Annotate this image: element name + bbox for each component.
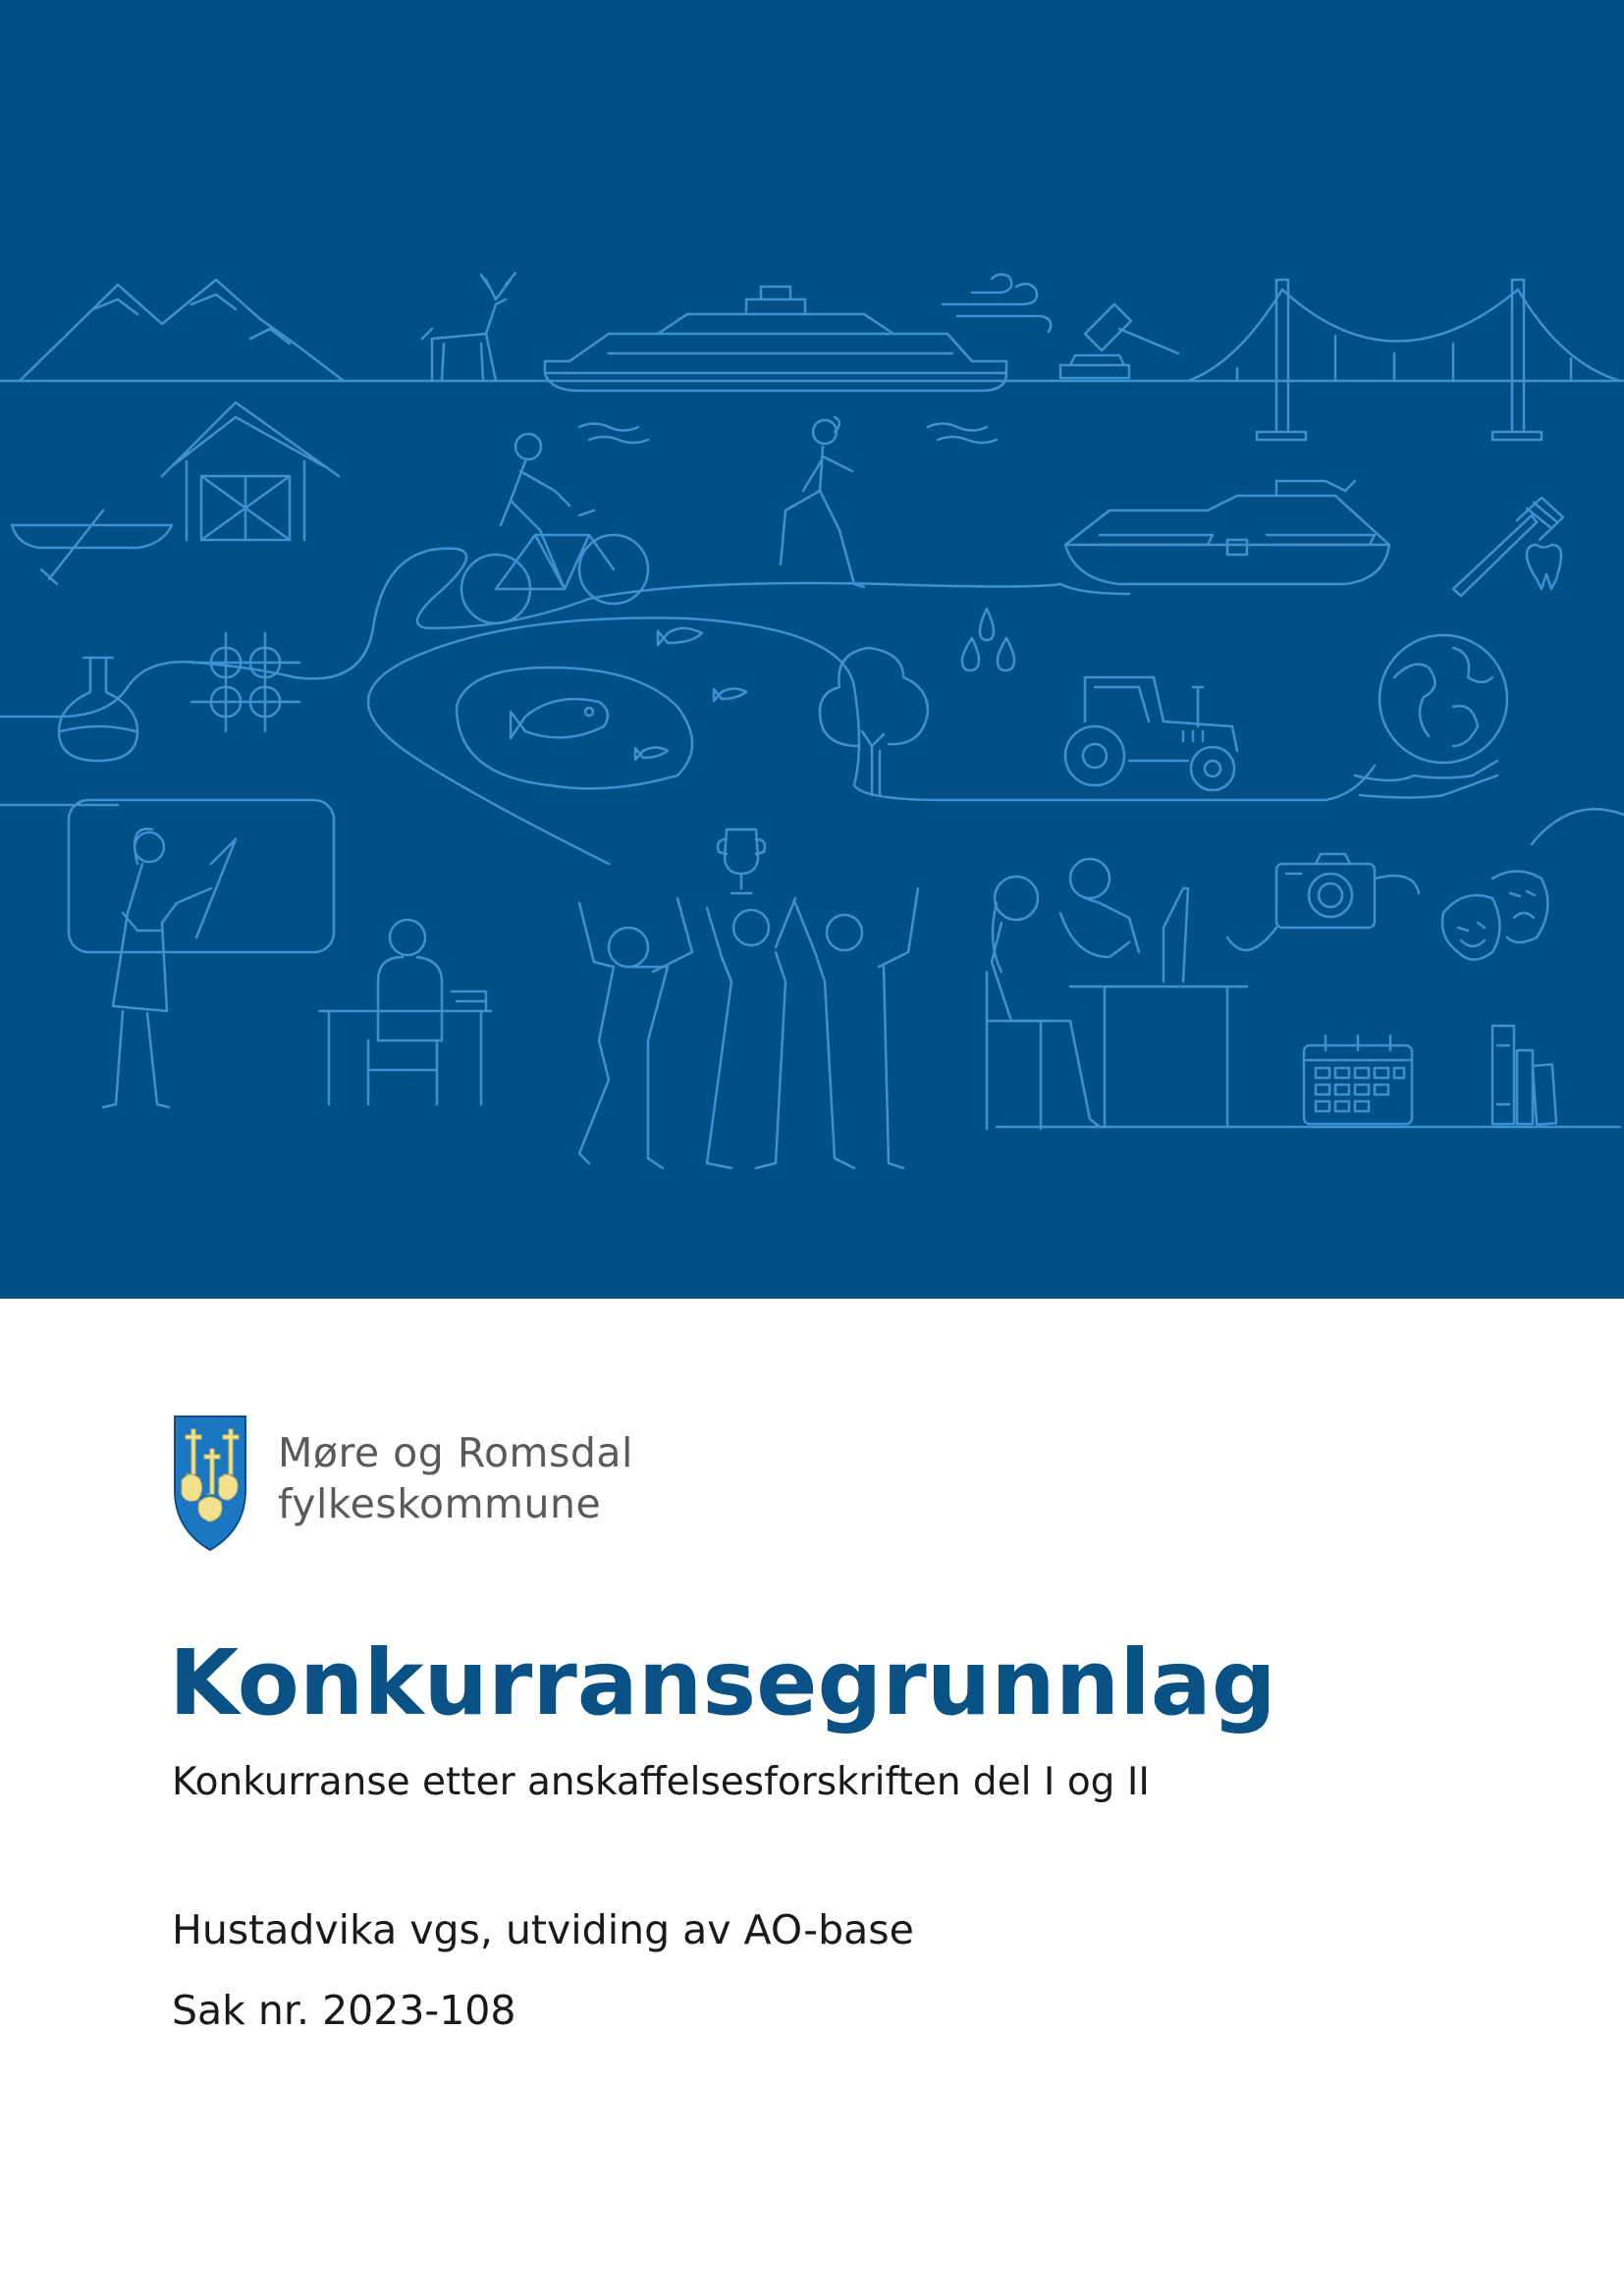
- coat-of-arms-icon: [172, 1414, 248, 1553]
- organization-name: [278, 1427, 633, 1529]
- project-name: Hustadvika vgs, utviding av AO-base: [172, 1906, 914, 1953]
- organization-name-line1: Møre og Romsdal: [278, 1429, 633, 1476]
- organization-header: [172, 1414, 633, 1553]
- document-subtitle: Konkurranse etter anskaffelsesforskriften del I og II: [172, 1760, 1150, 1804]
- organization-name-line2: fylkeskommune: [278, 1480, 602, 1527]
- case-number: Sak nr. 2023-108: [172, 1987, 516, 2034]
- document-title: Konkurransegrunnlag: [169, 1630, 1276, 1735]
